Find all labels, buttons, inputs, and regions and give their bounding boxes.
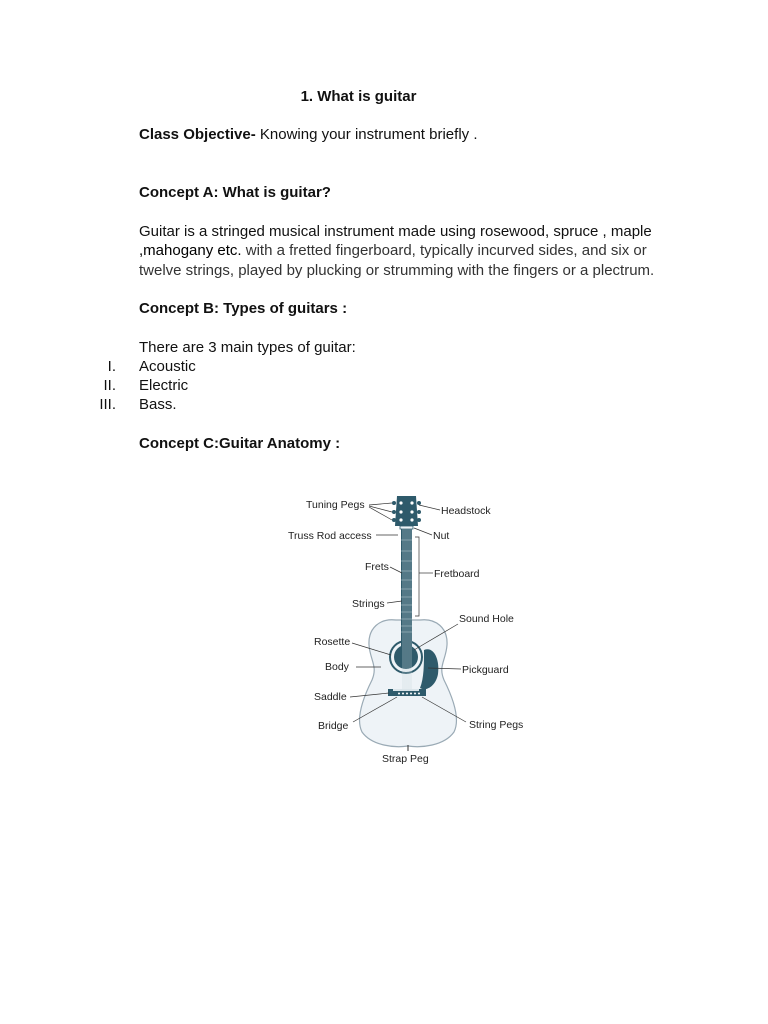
concept-a-text-1: Guitar is a stringed musical instrument made using rosewood, spruce , maple [139, 223, 652, 240]
saddle-shape [393, 689, 419, 691]
concept-a-paragraph [139, 222, 684, 280]
label-body: Body [325, 661, 349, 673]
list-number: II. [103, 377, 116, 394]
label-headstock: Headstock [441, 505, 491, 517]
concept-a-text-2: ,mahogany etc. [139, 242, 242, 260]
list-label: Electric [139, 377, 189, 394]
label-saddle: Saddle [314, 691, 347, 703]
label-rosette: Rosette [314, 636, 351, 648]
concept-a-text-3: with a fretted fingerboard, typically incurved sides, and six or twelve strings, played by plucking or strumming with the fingers or a plectrum. [139, 242, 655, 279]
label-pickguard: Pickguard [462, 664, 509, 676]
headstock-shape [395, 496, 418, 526]
label-string-pegs: String Pegs [469, 719, 524, 731]
label-truss-rod: Truss Rod access [288, 530, 372, 542]
label-sound-hole: Sound Hole [459, 613, 514, 625]
label-fretboard: Fretboard [434, 568, 480, 580]
list-label: Acoustic [139, 358, 196, 375]
label-strap-peg: Strap Peg [382, 753, 429, 765]
label-bridge: Bridge [318, 720, 349, 732]
concept-c-heading: Concept C:Guitar Anatomy : [139, 435, 341, 452]
label-nut: Nut [433, 530, 450, 542]
concept-a-heading: Concept A: What is guitar? [139, 184, 331, 201]
document-title: 1. What is guitar [300, 88, 417, 105]
list-label: Bass. [139, 396, 177, 413]
objective-label: Class Objective- [139, 126, 256, 143]
types-intro: There are 3 main types of guitar: [139, 339, 356, 356]
list-number: I. [107, 358, 116, 375]
label-tuning-pegs: Tuning Pegs [306, 499, 365, 511]
objective-text: Knowing your instrument briefly . [255, 126, 478, 143]
list-number: III. [99, 396, 116, 413]
label-frets: Frets [365, 561, 389, 573]
label-strings: Strings [352, 598, 385, 610]
class-objective-line [139, 125, 477, 144]
concept-b-heading: Concept B: Types of guitars : [139, 300, 348, 317]
guitar-anatomy-diagram [270, 485, 540, 770]
